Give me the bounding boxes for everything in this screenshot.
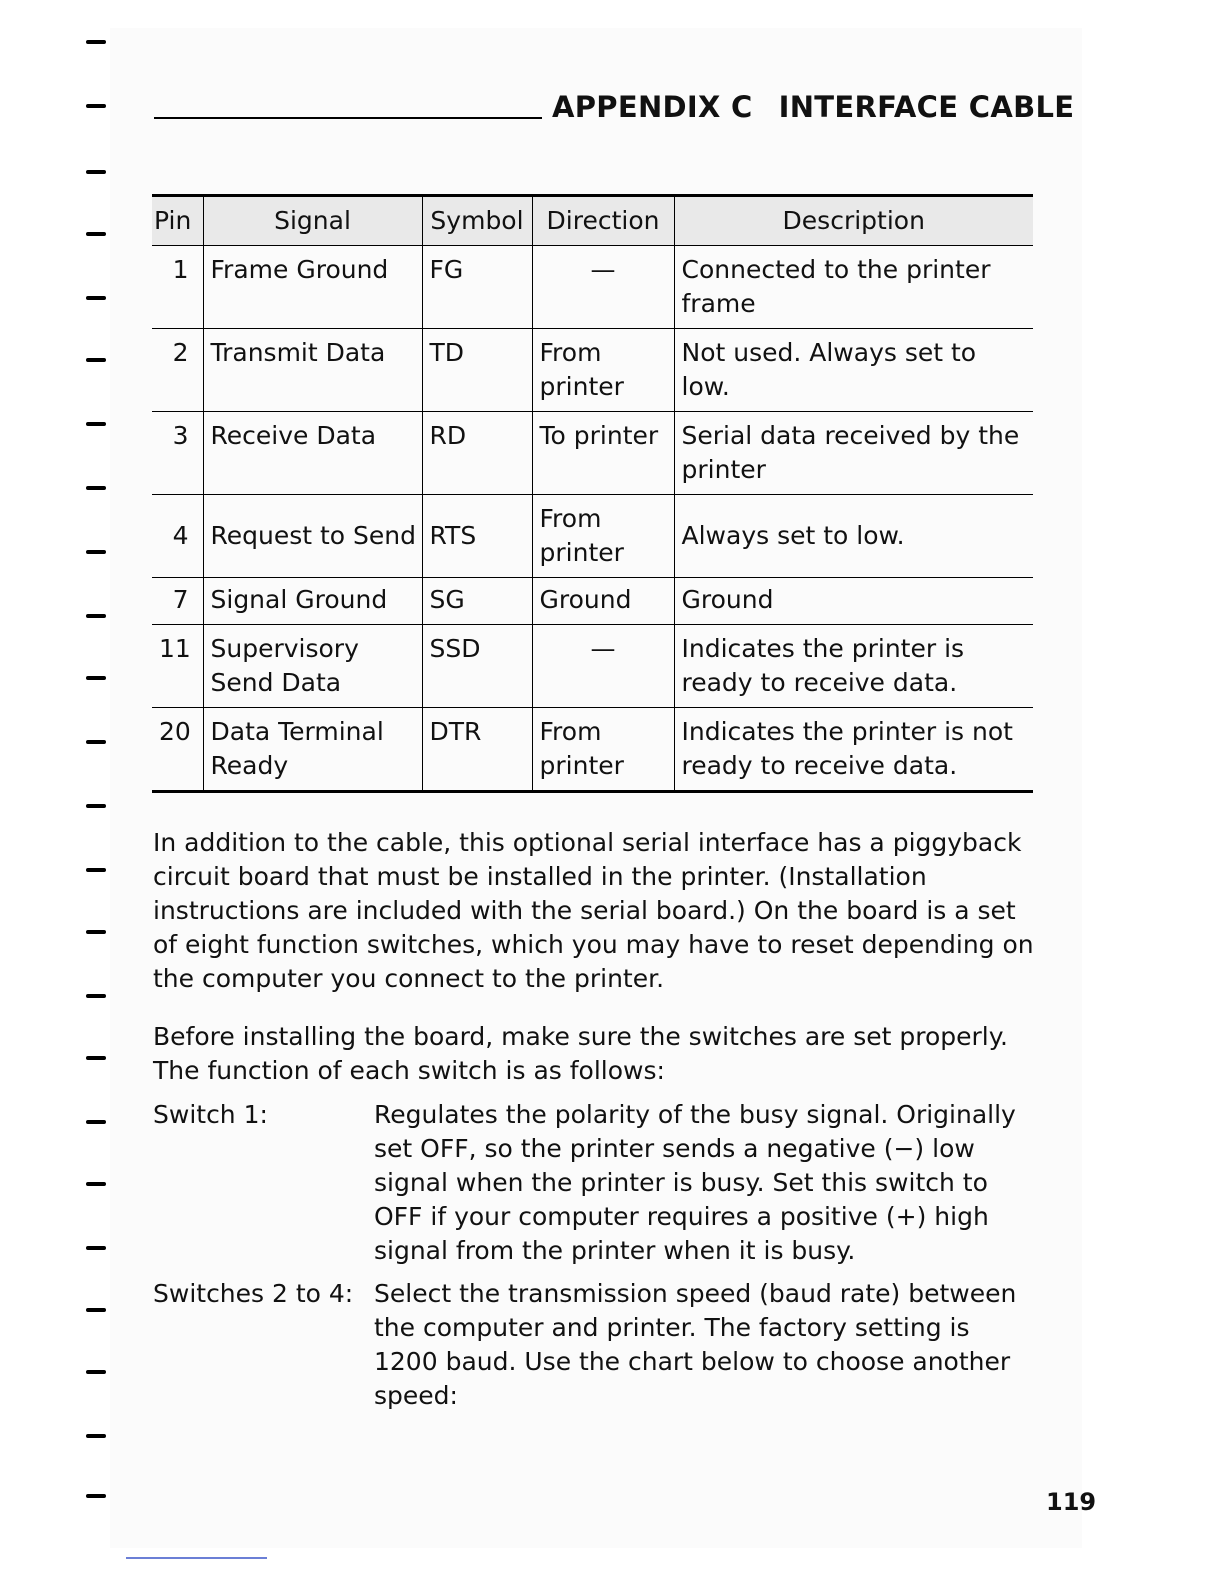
- symbol-cell: TD: [422, 329, 532, 412]
- table-row: [152, 495, 1033, 578]
- table-row: [152, 329, 1033, 412]
- pin-cell: 3: [152, 412, 203, 495]
- pin-cell: 7: [152, 578, 203, 625]
- symbol-cell: DTR: [422, 708, 532, 792]
- switch-intro-paragraph: Before installing the board, make sure the switches are set properly. The function of each switch is as follows:: [153, 1022, 1008, 1085]
- bottom-rule: [126, 1557, 267, 1559]
- intro-paragraph: In addition to the cable, this optional serial interface has a piggyback circuit board that must be installed in the printer. (Installation instructions are included with the serial board.) On the board is a set of eight function switches, which you may have to reset depending on the computer you connect to the printer.: [153, 828, 1034, 993]
- symbol-cell: RD: [422, 412, 532, 495]
- direction-cell: —: [532, 246, 674, 329]
- signal-cell: Transmit Data: [203, 329, 422, 412]
- signal-cell: Frame Ground: [203, 246, 422, 329]
- description-cell: Not used. Always set to low.: [674, 329, 1033, 412]
- chapter-title: INTERFACE CABLE: [778, 90, 1075, 124]
- interface-cable-table: [152, 194, 1033, 793]
- header-rule: [154, 117, 542, 119]
- description-cell: Indicates the printer is not ready to receive data.: [674, 708, 1033, 792]
- direction-cell: To printer: [532, 412, 674, 495]
- switch-description: Select the transmission speed (baud rate) between the computer and printer. The factory setting is 1200 baud. Use the chart below to choose another speed:: [374, 1279, 1017, 1410]
- description-cell: Serial data received by the printer: [674, 412, 1033, 495]
- table-row: [152, 708, 1033, 792]
- table-row: [152, 625, 1033, 708]
- pin-cell: 11: [152, 625, 203, 708]
- pin-cell: 2: [152, 329, 203, 412]
- switch-label: Switch 1:: [153, 1100, 268, 1129]
- signal-cell: Supervisory Send Data: [203, 625, 422, 708]
- pin-cell: 20: [152, 708, 203, 792]
- column-header-description: Description: [674, 196, 1033, 246]
- table-row: [152, 246, 1033, 329]
- pin-cell: 4: [152, 495, 203, 578]
- table-header-row: [152, 196, 1033, 246]
- symbol-cell: FG: [422, 246, 532, 329]
- signal-cell: Request to Send: [203, 495, 422, 578]
- page-number: 119: [1046, 1488, 1097, 1516]
- symbol-cell: SSD: [422, 625, 532, 708]
- description-cell: Ground: [674, 578, 1033, 625]
- table-row: [152, 578, 1033, 625]
- signal-cell: Data Terminal Ready: [203, 708, 422, 792]
- direction-cell: Ground: [532, 578, 674, 625]
- description-cell: Connected to the printer frame: [674, 246, 1033, 329]
- description-cell: Indicates the printer is ready to receive data.: [674, 625, 1033, 708]
- column-header-signal: Signal: [203, 196, 422, 246]
- direction-cell: From printer: [532, 708, 674, 792]
- appendix-label: APPENDIX C: [552, 90, 753, 124]
- signal-cell: Signal Ground: [203, 578, 422, 625]
- symbol-cell: SG: [422, 578, 532, 625]
- direction-cell: From printer: [532, 329, 674, 412]
- description-cell: Always set to low.: [674, 495, 1033, 578]
- switch-label: Switches 2 to 4:: [153, 1279, 354, 1308]
- direction-cell: From printer: [532, 495, 674, 578]
- direction-cell: —: [532, 625, 674, 708]
- pin-cell: 1: [152, 246, 203, 329]
- page-header: [552, 90, 1074, 124]
- column-header-pin: Pin: [152, 196, 203, 246]
- switch-description: Regulates the polarity of the busy signal. Originally set OFF, so the printer sends a negative (−) low signal when the printer is busy. Set this switch to OFF if your computer requires a positive (+) high signal from the printer when it is busy.: [374, 1100, 1016, 1265]
- column-header-symbol: Symbol: [422, 196, 532, 246]
- signal-cell: Receive Data: [203, 412, 422, 495]
- symbol-cell: RTS: [422, 495, 532, 578]
- column-header-direction: Direction: [532, 196, 674, 246]
- table-row: [152, 412, 1033, 495]
